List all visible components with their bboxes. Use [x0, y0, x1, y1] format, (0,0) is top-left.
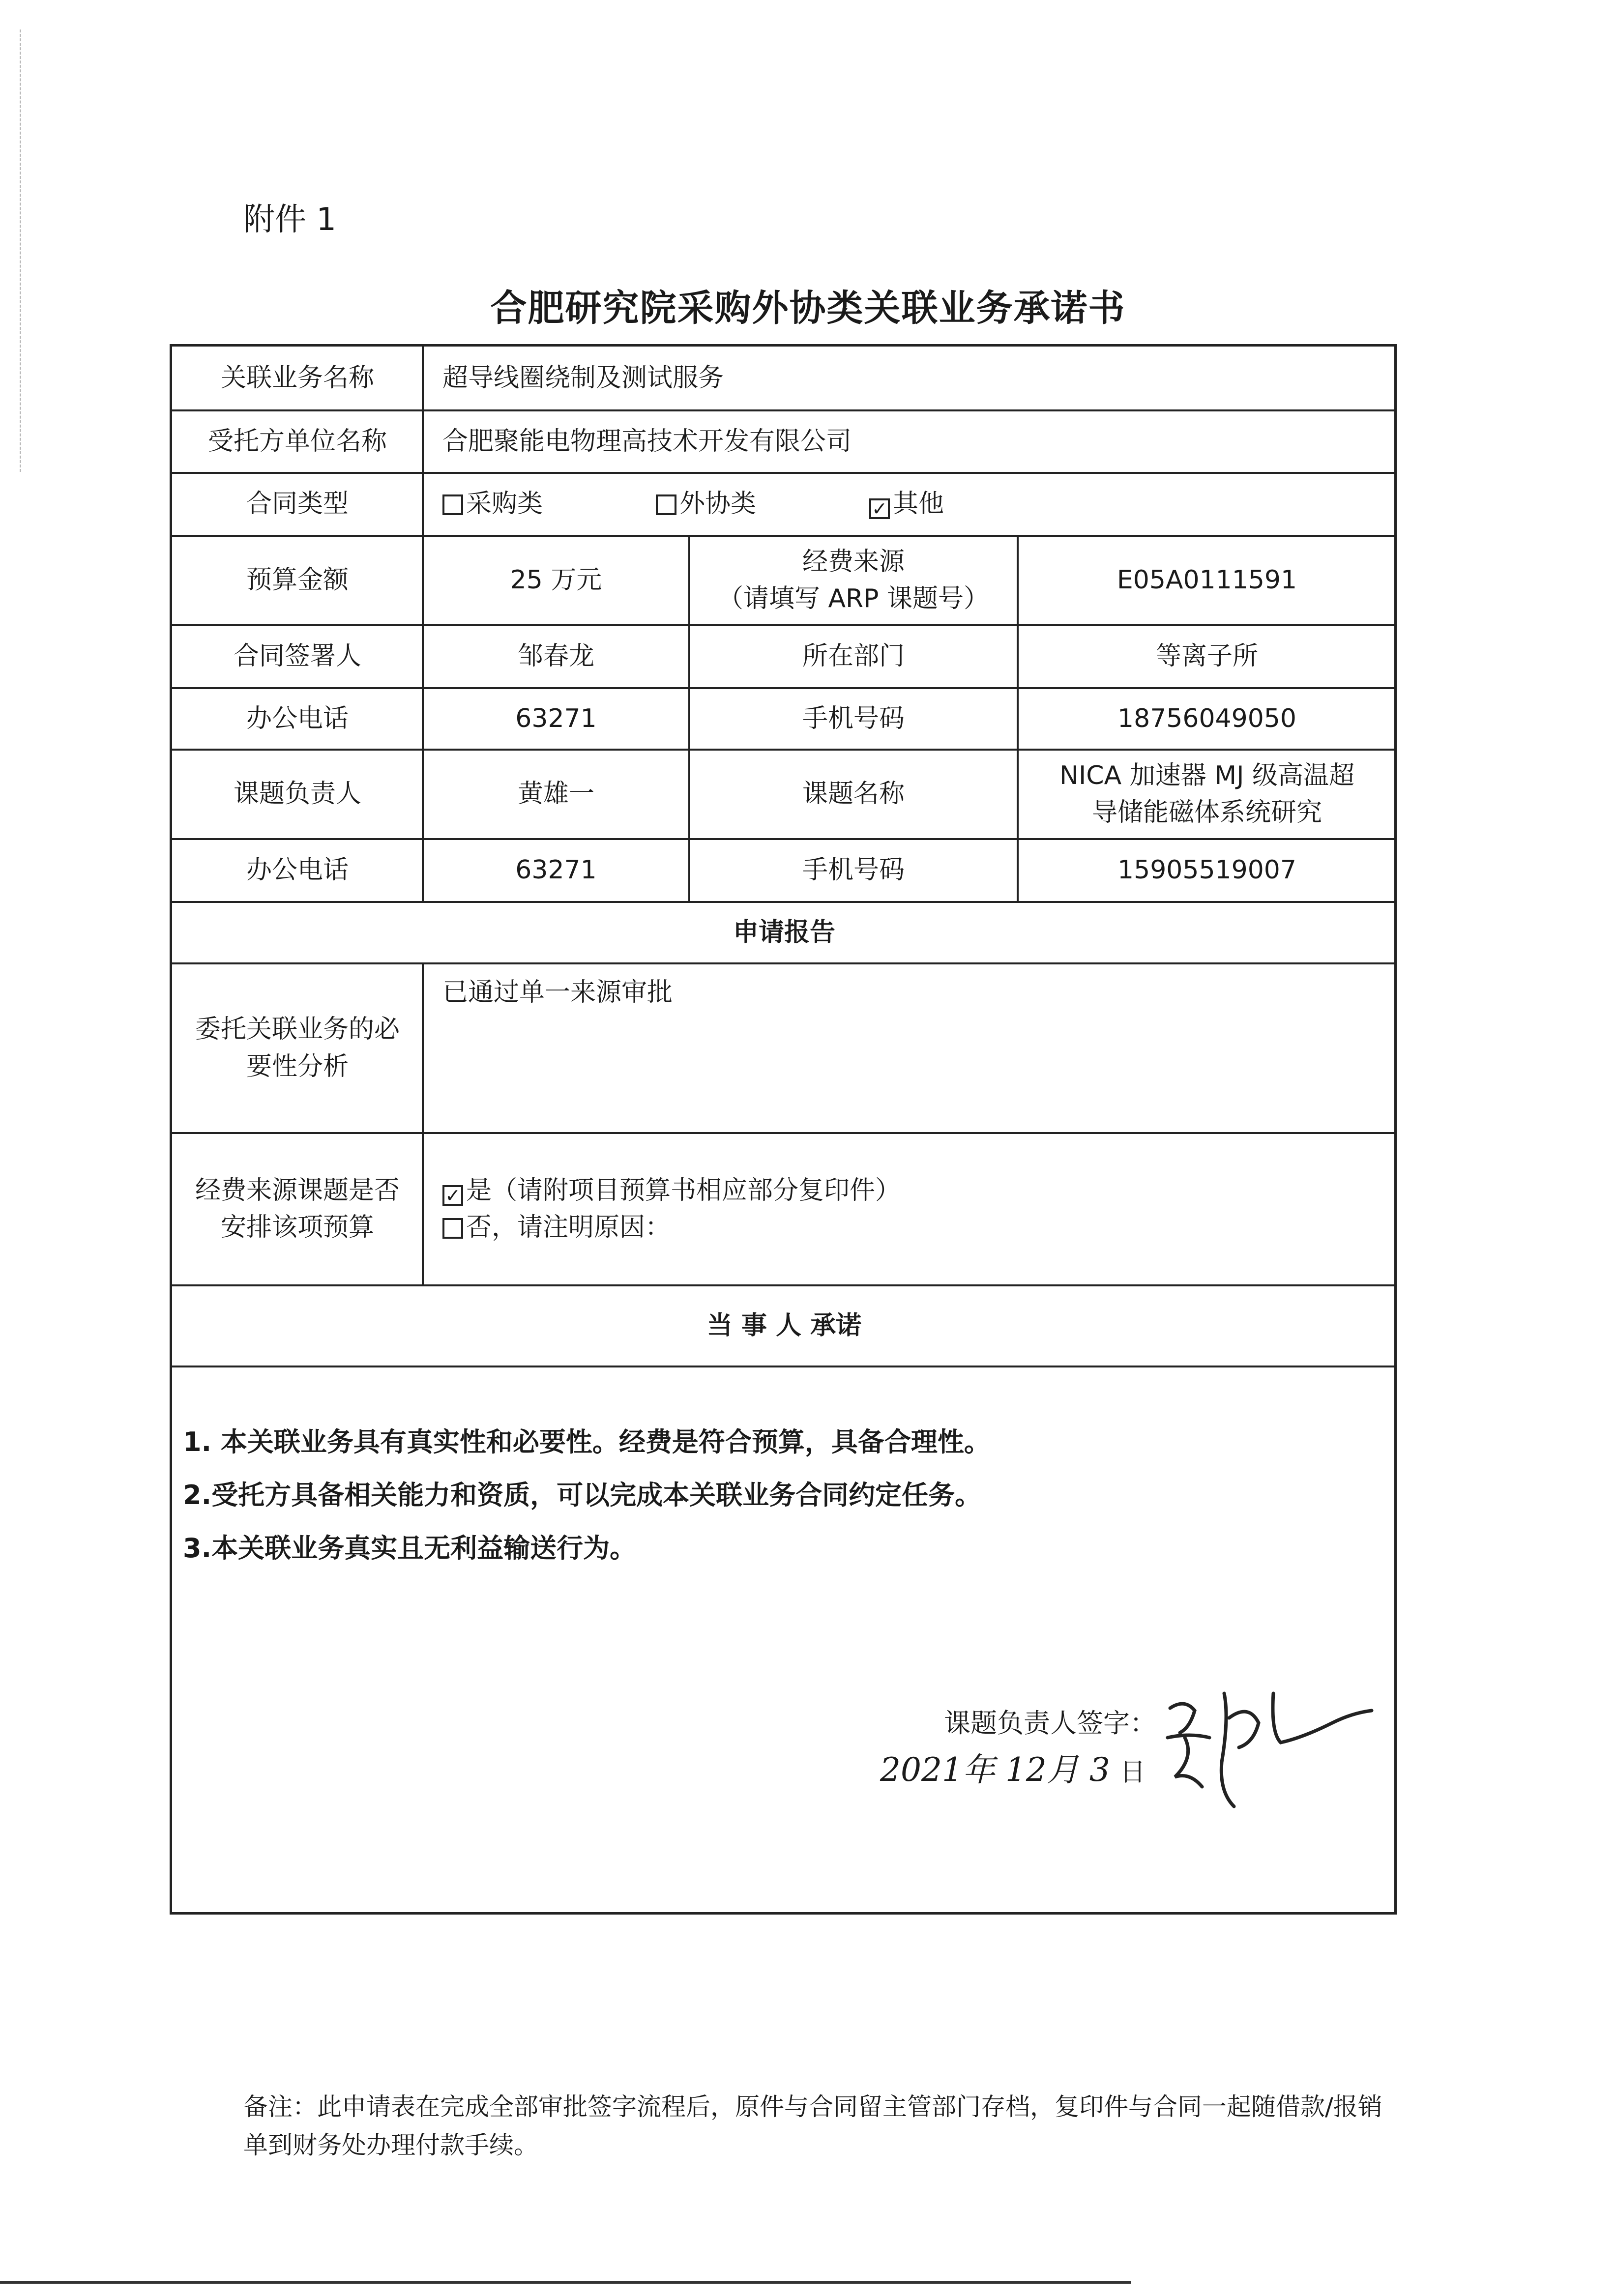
- contract-type-purchase[interactable]: 采购类: [442, 486, 543, 523]
- footer-note: 备注：此申请表在完成全部审批签字流程后，原件与合同留主管部门存档，复印件与合同一起随借款/报销单到财务处办理付款手续。: [243, 2093, 1382, 2159]
- fund-source-value: E05A0111591: [1117, 565, 1297, 595]
- arranged-yes-option[interactable]: ✓ 是（请附项目预算书相应部分复印件）: [442, 1172, 901, 1209]
- report-heading: 申请报告: [733, 917, 835, 947]
- budget-value: 25 万元: [510, 565, 602, 595]
- necessity-value: 已通过单一来源审批: [442, 978, 673, 1007]
- entrusted-value: 合肥聚能电物理高技术开发有限公司: [442, 426, 852, 456]
- dept-value: 等离子所: [1155, 641, 1258, 671]
- contract-type-outsource[interactable]: 外协类: [656, 486, 756, 523]
- checkbox-arranged-yes[interactable]: ✓: [442, 1185, 463, 1206]
- signer-value: 邹春龙: [517, 641, 594, 671]
- dept-label: 所在部门: [802, 641, 905, 671]
- leader-label: 课题负责人: [233, 779, 361, 809]
- business-name-value: 超导线圈绕制及测试服务: [442, 363, 724, 393]
- checkbox-outsource[interactable]: [656, 494, 676, 515]
- office-phone-value-2: 63271: [515, 855, 597, 885]
- office-phone-value-1: 63271: [515, 703, 597, 733]
- arranged-label: 经费来源课题是否 安排该项预算: [195, 1175, 400, 1242]
- scan-bottom-line: [0, 2281, 1131, 2284]
- business-name-label: 关联业务名称: [220, 363, 374, 393]
- mobile-value-2: 15905519007: [1117, 855, 1296, 885]
- office-phone-label-2: 办公电话: [246, 855, 349, 885]
- contract-type-options: [423, 473, 1396, 536]
- budget-label: 预算金额: [246, 565, 349, 595]
- handwritten-signature: [1155, 1664, 1381, 1811]
- mobile-value-1: 18756049050: [1117, 703, 1296, 733]
- necessity-label: 委托关联业务的必 要性分析: [195, 1015, 400, 1081]
- commitment-form: [170, 344, 1397, 1915]
- checkbox-other[interactable]: ✓: [869, 498, 890, 519]
- checkbox-purchase[interactable]: [442, 494, 463, 515]
- project-name-label: 课题名称: [802, 779, 905, 809]
- scan-edge-marks: [20, 29, 21, 472]
- sign-label: 课题负责人签字：: [944, 1708, 1156, 1739]
- arranged-options: [423, 1133, 1396, 1285]
- fund-source-label: 经费来源 （请填写 ARP 课题号）: [717, 547, 990, 613]
- sign-date: 2021年 12月 3 日: [880, 1751, 1146, 1789]
- leader-value: 黄雄一: [517, 779, 594, 809]
- promise-heading: 当 事 人 承诺: [706, 1310, 862, 1340]
- entrusted-label: 受托方单位名称: [207, 426, 387, 456]
- document-title: 合肥研究院采购外协类关联业务承诺书: [490, 287, 1126, 329]
- office-phone-label-1: 办公电话: [246, 703, 349, 733]
- mobile-label-1: 手机号码: [802, 703, 905, 733]
- attachment-label: 附件 1: [243, 202, 337, 238]
- promise-item-1: 1. 本关联业务具有真实性和必要性。经费是符合预算，具备合理性。: [183, 1426, 991, 1457]
- mobile-label-2: 手机号码: [802, 855, 905, 885]
- contract-type-label: 合同类型: [246, 489, 349, 519]
- project-name-value: NICA 加速器 MJ 级高温超 导储能磁体系统研究: [1059, 760, 1354, 827]
- promise-item-3: 3.本关联业务真实且无利益输送行为。: [183, 1533, 637, 1564]
- contract-type-other[interactable]: ✓ 其他: [869, 486, 944, 523]
- signer-label: 合同签署人: [233, 641, 361, 671]
- arranged-no-option[interactable]: 否，请注明原因：: [442, 1209, 671, 1246]
- promise-list: [183, 1416, 991, 1575]
- promise-item-2: 2.受托方具备相关能力和资质，可以完成本关联业务合同约定任务。: [183, 1480, 982, 1511]
- checkbox-arranged-no[interactable]: [442, 1218, 463, 1239]
